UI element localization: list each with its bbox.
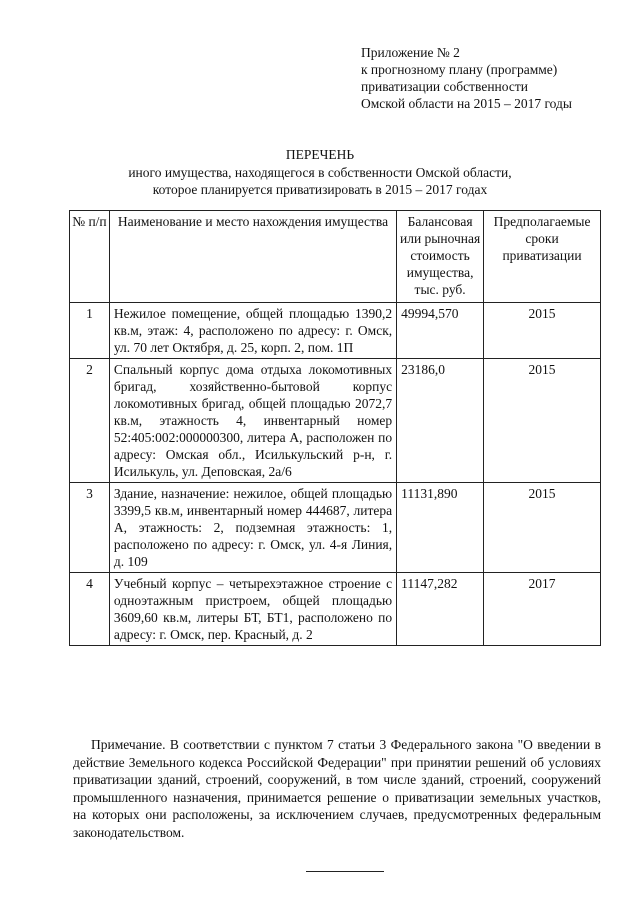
table-row — [70, 573, 601, 646]
header-balance: Балансовая или рыночная стоимость имущества, тыс. руб. — [397, 211, 484, 303]
row-balance: 23186,0 — [397, 359, 484, 483]
appendix-block — [361, 44, 621, 112]
document-subtitle-line-2: которое планируется приватизировать в 2015 – 2017 годах — [152, 182, 488, 197]
table-row — [70, 483, 601, 573]
row-num: 3 — [70, 483, 110, 573]
row-year: 2015 — [484, 483, 601, 573]
row-year: 2015 — [484, 359, 601, 483]
appendix-line-1: Приложение № 2 — [361, 45, 460, 60]
row-property-name: Нежилое помещение, общей площадью 1390,2 кв.м, этаж: 4, расположено по адресу: г. Омск, ул. 70 лет Октября, д. 25, корп. 2, пом. 1П — [109, 303, 396, 359]
table-header-row — [70, 211, 601, 303]
document-subtitle-line-1: иного имущества, находящегося в собственности Омской области, — [128, 165, 512, 180]
header-name: Наименование и место нахождения имущества — [109, 211, 396, 303]
row-balance: 11147,282 — [397, 573, 484, 646]
row-num: 2 — [70, 359, 110, 483]
header-num: № п/п — [70, 211, 110, 303]
row-property-name: Учебный корпус – четырехэтажное строение с одноэтажным пристроем, общей площадью 3609,60 кв.м, литеры БТ, БТ1, расположено по адресу: г. Омск, пер. Красный, д. 2 — [109, 573, 396, 646]
row-balance: 49994,570 — [397, 303, 484, 359]
table-row — [70, 359, 601, 483]
row-year: 2015 — [484, 303, 601, 359]
end-divider — [306, 871, 384, 872]
row-num: 4 — [70, 573, 110, 646]
appendix-line-4: Омской области на 2015 – 2017 годы — [361, 96, 572, 111]
header-term: Предполагаемые сроки приватизации — [484, 211, 601, 303]
row-property-name: Спальный корпус дома отдыха локомотивных бригад, хозяйственно-бытовой корпус локомотивных бригад, общей площадью 2072,7 кв.м, этажность 4, инвентарный номер 52:405:002:000000300, литера А, расположен по адресу: Омская обл., Исилькульский р-н, г. Исилькуль, ул. Деповская, 2а/6 — [109, 359, 396, 483]
property-table — [69, 210, 601, 646]
row-year: 2017 — [484, 573, 601, 646]
table-row — [70, 303, 601, 359]
document-heading: ПЕРЕЧЕНЬ — [285, 147, 355, 162]
note-paragraph: Примечание. В соответствии с пунктом 7 статьи 3 Федерального закона "О введении в действие Земельного кодекса Российской Федерации" при принятии решений об условиях приватизации зданий, строений, сооружений, в том числе зданий, строений, сооружений промышленного назначения, принимается решение о приватизации земельных участков, на которых они расположены, за исключением случаев, предусмотренных федеральным законодательством. — [73, 737, 601, 840]
row-balance: 11131,890 — [397, 483, 484, 573]
appendix-line-2: к прогнозному плану (программе) — [361, 62, 558, 77]
row-property-name: Здание, назначение: нежилое, общей площадью 3399,5 кв.м, инвентарный номер 444687, литера А, этажность: 2, подземная этажность: 1, расположено по адресу: г. Омск, ул. 4-я Линия, д. 109 — [109, 483, 396, 573]
appendix-line-3: приватизации собственности — [361, 79, 528, 94]
row-num: 1 — [70, 303, 110, 359]
